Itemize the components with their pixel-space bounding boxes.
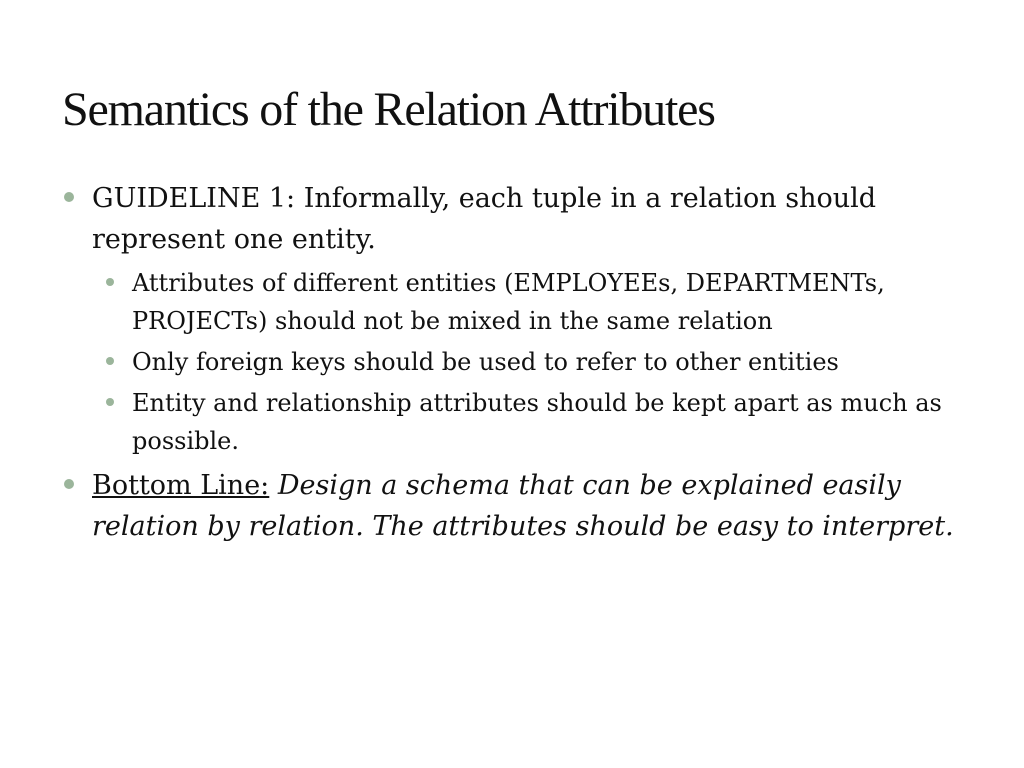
bullet-dot-icon bbox=[106, 357, 114, 365]
bullet-list bbox=[62, 178, 982, 547]
sub-bullet-list bbox=[92, 264, 982, 460]
sub-bullet-item bbox=[92, 343, 982, 381]
sub-bullet-item bbox=[92, 384, 982, 460]
bullet-dot-icon bbox=[106, 398, 114, 406]
sub-bullet-text: Only foreign keys should be used to refer to other entities bbox=[132, 348, 839, 376]
bullet-dot-icon bbox=[64, 192, 74, 202]
bottom-line-label: Bottom Line: bbox=[92, 470, 270, 501]
slide-title: Semantics of the Relation Attributes bbox=[62, 83, 715, 136]
bullet-guideline-1 bbox=[62, 178, 982, 460]
sub-bullet-text: Attributes of different entities (EMPLOYEEs, DEPARTMENTs, PROJECTs) should not be mixed in the same relation bbox=[132, 269, 885, 335]
sub-bullet-item bbox=[92, 264, 982, 340]
bullet-bottom-line bbox=[62, 465, 982, 547]
bullet-dot-icon bbox=[64, 479, 74, 489]
bullet-text: GUIDELINE 1: Informally, each tuple in a relation should represent one entity. bbox=[92, 183, 877, 255]
bottom-line-text: Design a schema that can be explained easily relation by relation. The attributes should be easy to interpret. bbox=[92, 470, 954, 542]
sub-bullet-text: Entity and relationship attributes should be kept apart as much as possible. bbox=[132, 389, 942, 455]
slide-content bbox=[62, 178, 982, 555]
bullet-dot-icon bbox=[106, 278, 114, 286]
